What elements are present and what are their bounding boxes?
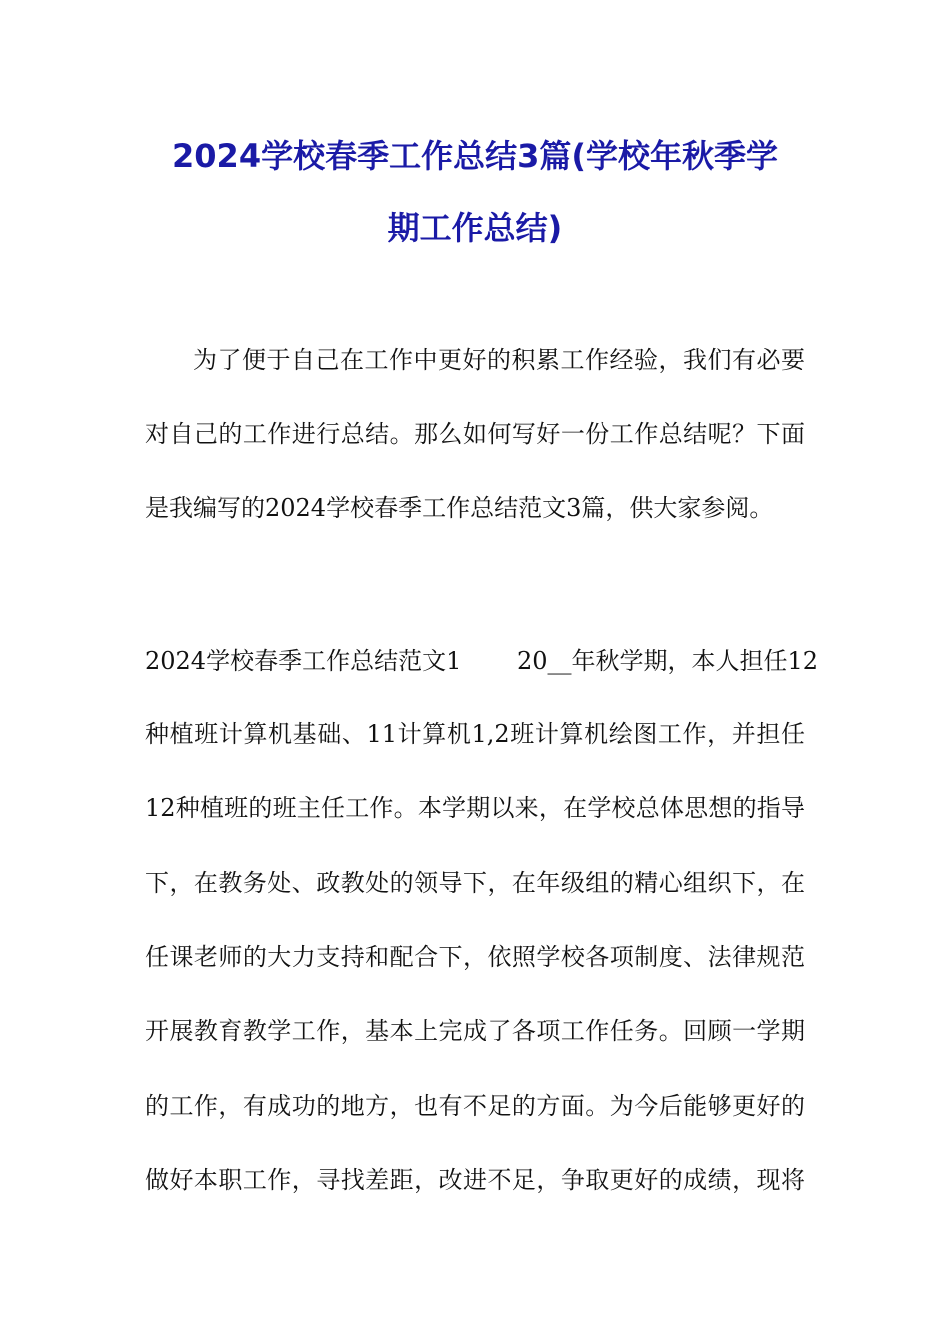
intro-paragraph-line: 为了便于自己在工作中更好的积累工作经验，我们有必要: [193, 346, 805, 374]
document-title-line-1: 2024学校春季工作总结3篇(学校年秋季学: [172, 137, 778, 175]
body-paragraph-line: 开展教育教学工作，基本上完成了各项工作任务。回顾一学期: [145, 1017, 805, 1045]
intro-paragraph-line: 是我编写的2024学校春季工作总结范文3篇，供大家参阅。: [145, 494, 774, 522]
body-paragraph-line: 下，在教务处、政教处的领导下，在年级组的精心组织下，在: [145, 869, 805, 897]
body-paragraph-line: 2024学校春季工作总结范文1 20__年秋学期，本人担任12: [145, 647, 819, 675]
document-title-line-2: 期工作总结): [387, 209, 563, 247]
body-paragraph-line: 任课老师的大力支持和配合下，依照学校各项制度、法律规范: [145, 943, 805, 971]
body-paragraph-line: 12种植班的班主任工作。本学期以来，在学校总体思想的指导: [145, 794, 805, 822]
intro-paragraph-line: 对自己的工作进行总结。那么如何写好一份工作总结呢？下面: [145, 420, 805, 448]
body-paragraph-line: 做好本职工作，寻找差距，改进不足，争取更好的成绩，现将: [145, 1166, 805, 1194]
body-paragraph-line: 的工作，有成功的地方，也有不足的方面。为今后能够更好的: [145, 1092, 805, 1120]
body-paragraph-line: 种植班计算机基础、11计算机1,2班计算机绘图工作，并担任: [145, 720, 805, 748]
